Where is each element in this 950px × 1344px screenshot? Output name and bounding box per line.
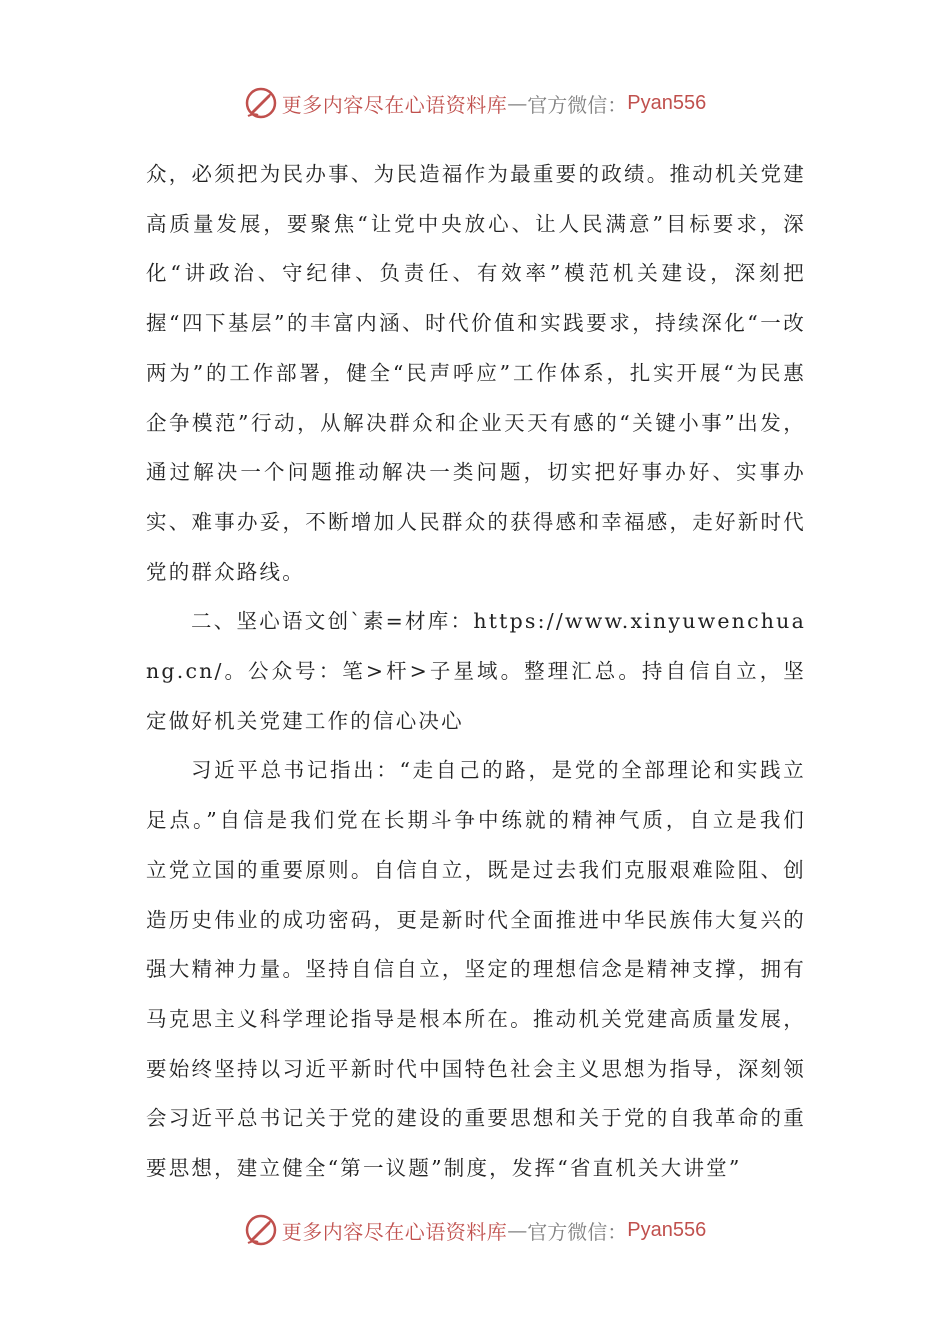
header-wechat-id: Pyan556 — [627, 91, 707, 114]
footer-banner — [0, 1210, 950, 1250]
footer-wechat-id: Pyan556 — [627, 1218, 707, 1241]
header-separator: — — [507, 91, 528, 115]
body-paragraph: 众，必须把为民办事、为民造福作为最重要的政绩。推动机关党建高质量发展，要聚焦“让党中央放心、让人民满意”目标要求，深化“讲政治、守纪律、负责任、有效率”模范机关建设，深刻把握“四下基层”的丰富内涵、时代价值和实践要求，持续深化“一改两为”的工作部署，健全“民声呼应”工作体系，扎实开展“为民惠企争模范”行动，从解决群众和企业天天有感的“关键小事”出发，通过解决一个问题推动解决一类问题，切实把好事办好、实事办实、难事办妥，不断增加人民群众的获得感和幸福感，走好新时代党的群众路线。 — [146, 162, 806, 584]
header-banner — [0, 83, 950, 123]
footer-site-text: 更多内容尽在心语资料库 — [281, 1219, 508, 1244]
quill-logo-icon — [244, 1213, 278, 1247]
footer-separator: — — [507, 1218, 528, 1242]
header-wechat-label: 官方微信： — [527, 92, 628, 117]
section-heading-paragraph: 二、坚心语文创`素=材库：https://www.xinyuwenchuang.cn/。公众号：笔>杆>子星域。整理汇总。持自信自立，坚定做好机关党建工作的信心决心 — [146, 609, 806, 733]
document-body — [146, 150, 806, 1194]
body-paragraph: 习近平总书记指出：“走自己的路，是党的全部理论和实践立足点。”自信是我们党在长期斗争中练就的精神气质，自立是我们立党立国的重要原则。自信自立，既是过去我们克服艰难险阻、创造历史伟业的成功密码，更是新时代全面推进中华民族伟大复兴的强大精神力量。坚持自信自立，坚定的理想信念是精神支撑，拥有马克思主义科学理论指导是根本所在。推动机关党建高质量发展，要始终坚持以习近平新时代中国特色社会主义思想为指导，深刻领会习近平总书记关于党的建设的重要思想和关于党的自我革命的重要思想，建立健全“第一议题”制度，发挥“省直机关大讲堂” — [146, 758, 806, 1181]
quill-logo-icon — [244, 86, 278, 120]
footer-wechat-label: 官方微信： — [527, 1219, 628, 1244]
header-site-text: 更多内容尽在心语资料库 — [281, 92, 508, 117]
